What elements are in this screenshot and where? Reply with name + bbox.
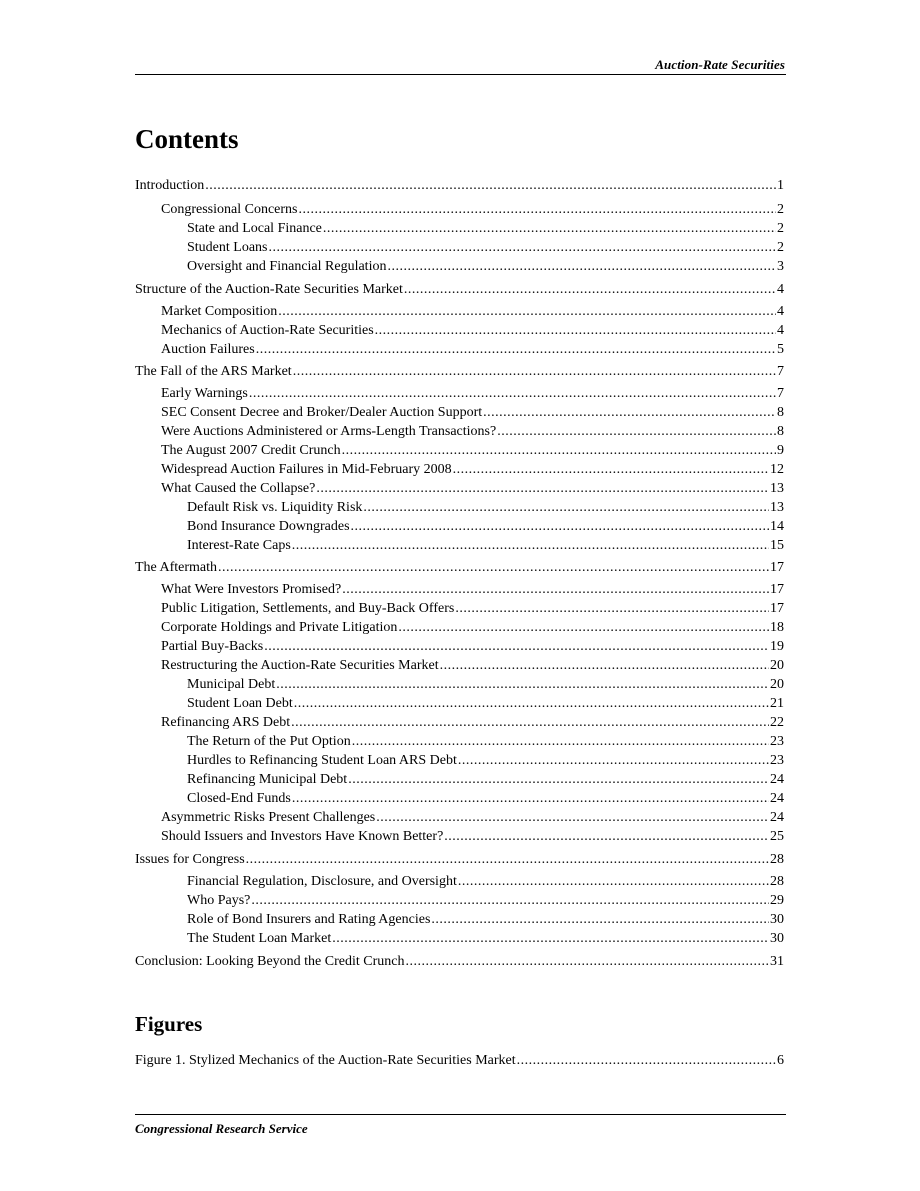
toc-entry-page: 21 — [770, 696, 784, 711]
dot-leader — [483, 403, 776, 422]
toc-entry-title: Student Loans — [187, 240, 268, 255]
figures-heading: Figures — [135, 1012, 203, 1036]
toc-entry-title: Market Composition — [161, 304, 278, 319]
toc-entry[interactable] — [135, 618, 784, 637]
dot-leader — [431, 910, 769, 929]
toc-entry-page: 18 — [770, 620, 784, 635]
dot-leader — [278, 302, 776, 321]
toc-entry-title: Introduction — [135, 178, 205, 193]
toc-entry-page: 7 — [777, 386, 784, 401]
toc-entry[interactable] — [135, 929, 784, 948]
toc-entry-title: State and Local Finance — [187, 221, 322, 236]
toc-entry-title: Figure 1. Stylized Mechanics of the Auction-Rate Securities Market — [135, 1053, 516, 1068]
toc-entry-page: 24 — [770, 772, 784, 787]
dot-leader — [251, 891, 769, 910]
toc-entry-title: The August 2007 Credit Crunch — [161, 443, 341, 458]
header-rule — [135, 74, 786, 75]
toc-entry[interactable] — [135, 789, 784, 808]
toc-entry[interactable] — [135, 280, 784, 299]
toc-entry[interactable] — [135, 952, 784, 971]
dot-leader — [342, 580, 769, 599]
toc-entry-title: Conclusion: Looking Beyond the Credit Crunch — [135, 954, 405, 969]
toc-entry-title: Hurdles to Refinancing Student Loan ARS Debt — [187, 753, 457, 768]
dot-leader — [256, 340, 776, 359]
toc-entry-title: What Caused the Collapse? — [161, 481, 316, 496]
toc-entry-page: 2 — [777, 221, 784, 236]
footer-rule — [135, 1114, 786, 1115]
dot-leader — [352, 732, 769, 751]
toc-entry-title: Student Loan Debt — [187, 696, 293, 711]
toc-entry-page: 17 — [770, 601, 784, 616]
dot-leader — [294, 694, 769, 713]
dot-leader — [444, 827, 769, 846]
toc-entry[interactable] — [135, 498, 784, 517]
toc-entry[interactable] — [135, 713, 784, 732]
toc-entry-page: 4 — [777, 323, 784, 338]
toc-entry-page: 2 — [777, 240, 784, 255]
toc-entry-title: Who Pays? — [187, 893, 251, 908]
toc-entry-page: 28 — [770, 852, 784, 867]
dot-leader — [458, 751, 769, 770]
toc-entry-page: 28 — [770, 874, 784, 889]
toc-entry-title: Issues for Congress — [135, 852, 245, 867]
toc-entry[interactable] — [135, 694, 784, 713]
toc-entry-title: Restructuring the Auction-Rate Securities Market — [161, 658, 439, 673]
toc-entry[interactable] — [135, 257, 784, 276]
toc-entry-page: 22 — [770, 715, 784, 730]
dot-leader — [363, 498, 769, 517]
toc-entry-title: Corporate Holdings and Private Litigation — [161, 620, 398, 635]
toc-entry[interactable] — [135, 827, 784, 846]
dot-leader — [298, 200, 776, 219]
toc-entry[interactable] — [135, 321, 784, 340]
toc-entry-page: 4 — [777, 304, 784, 319]
dot-leader — [246, 850, 769, 869]
dot-leader — [351, 517, 769, 536]
toc-entry-title: Role of Bond Insurers and Rating Agencies — [187, 912, 431, 927]
toc-entry[interactable] — [135, 656, 784, 675]
toc-entry[interactable] — [135, 580, 784, 599]
toc-entry-page: 30 — [770, 912, 784, 927]
dot-leader — [387, 257, 776, 276]
toc-entry-title: Early Warnings — [161, 386, 248, 401]
toc-entry-page: 8 — [777, 424, 784, 439]
toc-entry-title: What Were Investors Promised? — [161, 582, 342, 597]
running-footer: Congressional Research Service — [135, 1121, 308, 1136]
toc-entry-page: 6 — [777, 1053, 784, 1068]
toc-entry-page: 23 — [770, 734, 784, 749]
toc-entry-page: 17 — [770, 582, 784, 597]
toc-entry-page: 2 — [777, 202, 784, 217]
dot-leader — [292, 789, 769, 808]
toc-entry-title: Auction Failures — [161, 342, 255, 357]
toc-entry[interactable] — [135, 422, 784, 441]
toc-entry[interactable] — [135, 403, 784, 422]
toc-entry[interactable] — [135, 384, 784, 403]
dot-leader — [218, 558, 769, 577]
toc-entry[interactable] — [135, 479, 784, 498]
toc-entry-page: 12 — [770, 462, 784, 477]
dot-leader — [458, 872, 769, 891]
toc-entry[interactable] — [135, 872, 784, 891]
toc-entry-page: 17 — [770, 560, 784, 575]
toc-entry[interactable] — [135, 460, 784, 479]
toc-entry[interactable] — [135, 362, 784, 381]
toc-entry-page: 31 — [770, 954, 784, 969]
toc-entry[interactable] — [135, 441, 784, 460]
toc-entry-page: 4 — [777, 282, 784, 297]
toc-entry-page: 15 — [770, 538, 784, 553]
toc-entry-title: Bond Insurance Downgrades — [187, 519, 350, 534]
dot-leader — [348, 770, 769, 789]
dot-leader — [332, 929, 769, 948]
toc-entry[interactable] — [135, 219, 784, 238]
toc-entry-page: 3 — [777, 259, 784, 274]
toc-entry-title: Default Risk vs. Liquidity Risk — [187, 500, 363, 515]
toc-entry[interactable] — [135, 302, 784, 321]
toc-entry[interactable] — [135, 517, 784, 536]
toc-entry-page: 24 — [770, 791, 784, 806]
dot-leader — [453, 460, 769, 479]
toc-entry[interactable] — [135, 637, 784, 656]
toc-entry[interactable] — [135, 176, 784, 195]
toc-entry-page: 20 — [770, 677, 784, 692]
dot-leader — [376, 808, 769, 827]
toc-entry-page: 23 — [770, 753, 784, 768]
contents-heading: Contents — [135, 124, 239, 154]
dot-leader — [517, 1051, 776, 1070]
toc-entry-page: 1 — [777, 178, 784, 193]
toc-entry-page: 24 — [770, 810, 784, 825]
toc-entry[interactable] — [135, 751, 784, 770]
toc-entry-title: Public Litigation, Settlements, and Buy-Back Offers — [161, 601, 455, 616]
toc-entry[interactable] — [135, 340, 784, 359]
toc-entry-title: SEC Consent Decree and Broker/Dealer Auction Support — [161, 405, 483, 420]
dot-leader — [316, 479, 769, 498]
dot-leader — [276, 675, 769, 694]
running-header: Auction-Rate Securities — [655, 57, 785, 72]
toc-entry[interactable] — [135, 770, 784, 789]
toc-entry-title: Interest-Rate Caps — [187, 538, 291, 553]
dot-leader — [497, 422, 776, 441]
dot-leader — [440, 656, 769, 675]
toc-entry-title: Widespread Auction Failures in Mid-February 2008 — [161, 462, 452, 477]
toc-entry[interactable] — [135, 1051, 784, 1070]
toc-entry[interactable] — [135, 599, 784, 618]
toc-entry-title: Congressional Concerns — [161, 202, 298, 217]
toc-entry-page: 29 — [770, 893, 784, 908]
toc-entry[interactable] — [135, 558, 784, 577]
toc-entry[interactable] — [135, 536, 784, 555]
toc-entry-title: Refinancing Municipal Debt — [187, 772, 348, 787]
toc-entry-page: 8 — [777, 405, 784, 420]
toc-entry-page: 14 — [770, 519, 784, 534]
dot-leader — [398, 618, 769, 637]
toc-entry-title: Were Auctions Administered or Arms-Length Transactions? — [161, 424, 497, 439]
dot-leader — [375, 321, 776, 340]
toc-entry-title: Asymmetric Risks Present Challenges — [161, 810, 376, 825]
toc-entry[interactable] — [135, 891, 784, 910]
toc-entry-title: Mechanics of Auction-Rate Securities — [161, 323, 374, 338]
dot-leader — [292, 536, 769, 555]
toc-entry[interactable] — [135, 675, 784, 694]
toc-entry-title: The Aftermath — [135, 560, 218, 575]
toc-entry[interactable] — [135, 238, 784, 257]
dot-leader — [249, 384, 776, 403]
toc-entry-title: Closed-End Funds — [187, 791, 291, 806]
dot-leader — [404, 280, 776, 299]
dot-leader — [291, 713, 769, 732]
toc-entry-title: The Student Loan Market — [187, 931, 332, 946]
toc-entry-page: 25 — [770, 829, 784, 844]
dot-leader — [455, 599, 769, 618]
toc-entry-title: The Return of the Put Option — [187, 734, 351, 749]
toc-entry-page: 13 — [770, 500, 784, 515]
toc-entry-title: Municipal Debt — [187, 677, 276, 692]
toc-entry-page: 20 — [770, 658, 784, 673]
dot-leader — [323, 219, 776, 238]
toc-entry-title: Refinancing ARS Debt — [161, 715, 291, 730]
toc-entry[interactable] — [135, 850, 784, 869]
toc-entry-title: The Fall of the ARS Market — [135, 364, 292, 379]
toc-entry-title: Structure of the Auction-Rate Securities Market — [135, 282, 403, 297]
dot-leader — [342, 441, 776, 460]
toc-entry[interactable] — [135, 808, 784, 827]
toc-entry-page: 13 — [770, 481, 784, 496]
toc-entry-page: 30 — [770, 931, 784, 946]
toc-entry-title: Should Issuers and Investors Have Known Better? — [161, 829, 444, 844]
toc-entry-title: Partial Buy-Backs — [161, 639, 264, 654]
dot-leader — [405, 952, 769, 971]
toc-entry[interactable] — [135, 910, 784, 929]
dot-leader — [264, 637, 769, 656]
toc-entry-page: 7 — [777, 364, 784, 379]
dot-leader — [205, 176, 776, 195]
toc-entry-page: 19 — [770, 639, 784, 654]
toc-entry-page: 9 — [777, 443, 784, 458]
toc-entry-title: Oversight and Financial Regulation — [187, 259, 387, 274]
toc-entry-page: 5 — [777, 342, 784, 357]
dot-leader — [293, 362, 776, 381]
toc-entry[interactable] — [135, 732, 784, 751]
dot-leader — [269, 238, 777, 257]
toc-entry[interactable] — [135, 200, 784, 219]
toc-entry-title: Financial Regulation, Disclosure, and Oversight — [187, 874, 457, 889]
